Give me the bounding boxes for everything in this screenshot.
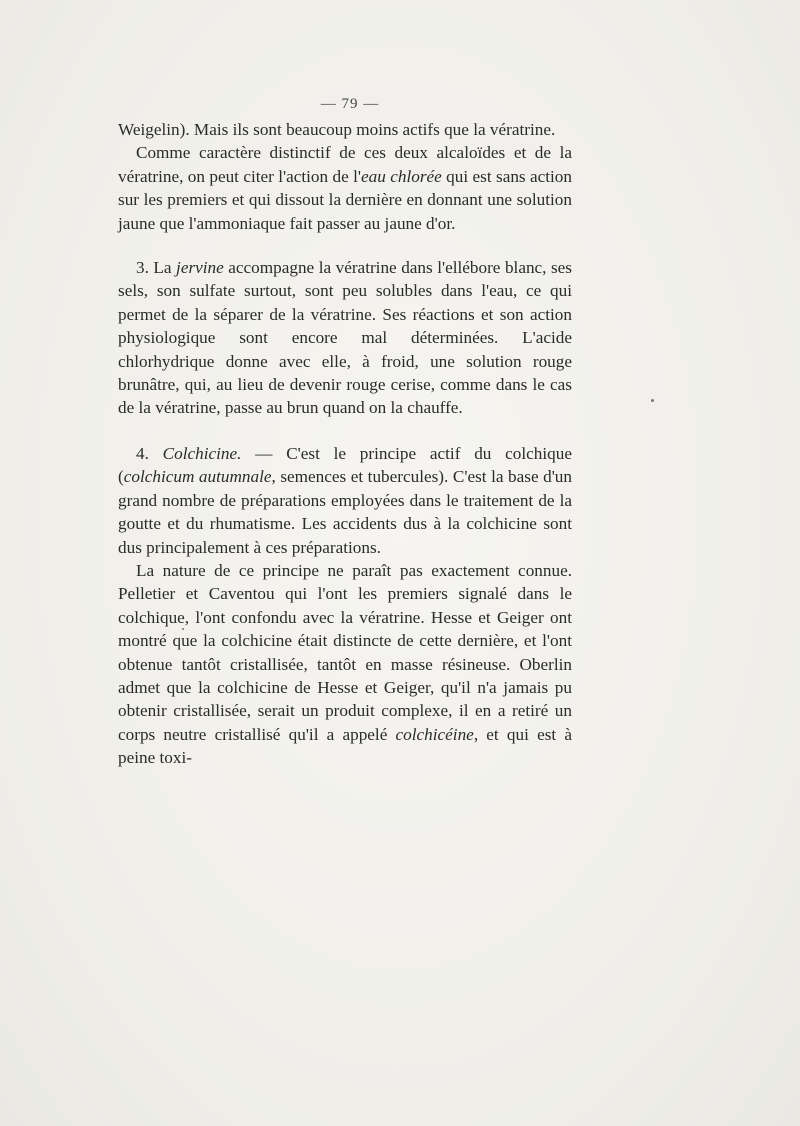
italic-term: jervine: [176, 258, 224, 278]
page-number: — 79 —: [320, 96, 380, 112]
text-run: Comme caractère distinctif de ces deux alcaloïdes et de la vératrine, on peut citer l'action de l': [118, 143, 572, 186]
italic-term: eau chlorée: [361, 166, 442, 186]
paragraph: [118, 442, 572, 559]
text-run: , semences et tubercules). C'est la base d'un grand nombre de préparations employées dans le traitement de la goutte et du rhumatisme. Les accidents dus à la colchicine sont dus principalement à ces préparations.: [118, 467, 572, 557]
section-heading: Colchicine.: [162, 443, 242, 463]
body-text: [118, 118, 572, 770]
paragraph: [118, 118, 572, 141]
text-run: qui est sans action sur les premiers et qui dissout la dernière en donnant une solution jaune que l'ammoniaque fait passer au jaune d'or.: [118, 166, 572, 233]
text-run: La nature de ce principe ne paraît pas exactement connue. Pelletier et Caventou qui l'ont les premiers signalé dans le colchique, l'ont confondu avec la vératrine. Hesse et Geiger ont montré que la colchicine était distincte de cette dernière, et l'ont obtenue tantôt cristallisée, tantôt en masse résineuse. Oberlin admet que la colchicine de Hesse et Geiger, qu'il n'a jamais pu obtenir cristallisée, serait un produit complexe, il en a retiré un corps neutre cristallisé qu'il a appelé: [118, 560, 572, 744]
paragraph: [118, 256, 572, 420]
text-run: accompagne la vératrine dans l'ellébore blanc, ses sels, son sulfate surtout, sont peu solubles dans l'eau, ce qui permet de la séparer de la vératrine. Ses réactions et son action physiologique sont encore mal déterminées. L'acide chlorhydrique donne avec elle, à froid, une solution rouge brunâtre, qui, au lieu de devenir rouge cerise, comme dans le cas de la vératrine, passe au brun quand on la chauffe.: [118, 258, 572, 418]
paper-speck: [651, 399, 654, 402]
text-run: Weigelin). Mais ils sont beaucoup moins actifs que la vératrine.: [118, 120, 556, 139]
text-run: — C'est le principe actif du colchique (: [118, 443, 572, 487]
italic-term: colchicum autumnale: [123, 467, 272, 487]
italic-term: colchicéine: [395, 724, 474, 744]
paragraph: [118, 141, 572, 235]
paragraph: [118, 559, 572, 770]
text-run: , et qui est à peine toxi-: [118, 724, 572, 768]
text-run: 3. La: [136, 258, 177, 278]
text-run: 4.: [136, 443, 163, 463]
paper-speck: [182, 628, 184, 630]
